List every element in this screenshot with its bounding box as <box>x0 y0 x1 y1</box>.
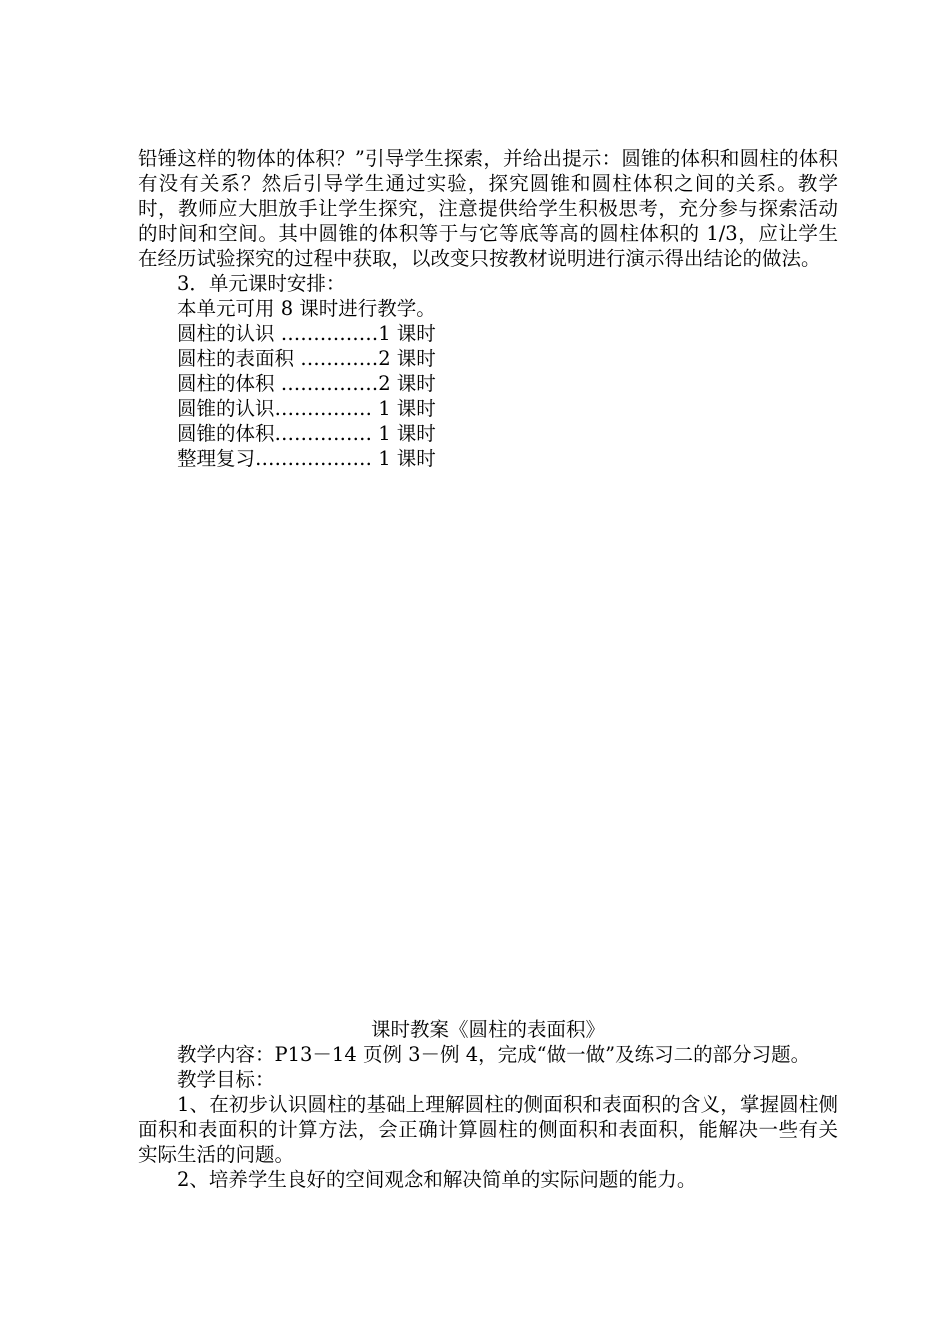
lesson-plan-section <box>138 1017 838 1192</box>
schedule-item: 圆柱的表面积 …………2 课时 <box>177 347 436 370</box>
schedule-item: 圆锥的认识…………… 1 课时 <box>177 397 436 420</box>
schedule-list <box>138 321 838 471</box>
unit-overview-section <box>138 146 838 471</box>
schedule-item: 圆柱的体积 ……………2 课时 <box>177 372 436 395</box>
goal-item: 2、培养学生良好的空间观念和解决简单的实际问题的能力。 <box>177 1168 697 1191</box>
teaching-content: 教学内容：P13－14 页例 3－例 4，完成“做一做”及练习二的部分习题。 <box>177 1043 811 1066</box>
total-hours-line: 本单元可用 8 课时进行教学。 <box>177 297 436 320</box>
schedule-item: 圆柱的认识 ……………1 课时 <box>177 322 436 345</box>
intro-paragraph: 铅锤这样的物体的体积？”引导学生探索，并给出提示：圆锥的体积和圆柱的体积有没有关系？然后引导学生通过实验，探究圆锥和圆柱体积之间的关系。教学时，教师应大胆放手让学生探究，注意提供给学生积极思考，充分参与探索活动的时间和空间。其中圆锥的体积等于与它等底等高的圆柱体积的 1/3，应让学生在经历试验探究的过程中获取，以改变只按教材说明进行演示得出结论的做法。 <box>138 147 838 270</box>
goals-heading: 教学目标： <box>177 1068 275 1091</box>
lesson-title: 课时教案《圆柱的表面积》 <box>370 1018 605 1041</box>
goal-item: 1、在初步认识圆柱的基础上理解圆柱的侧面积和表面积的含义，掌握圆柱侧面积和表面积的计算方法，会正确计算圆柱的侧面积和表面积，能解决一些有关实际生活的问题。 <box>138 1093 838 1166</box>
schedule-item: 整理复习……………… 1 课时 <box>177 447 436 470</box>
schedule-item: 圆锥的体积…………… 1 课时 <box>177 422 436 445</box>
schedule-heading: 3．单元课时安排： <box>177 272 346 295</box>
